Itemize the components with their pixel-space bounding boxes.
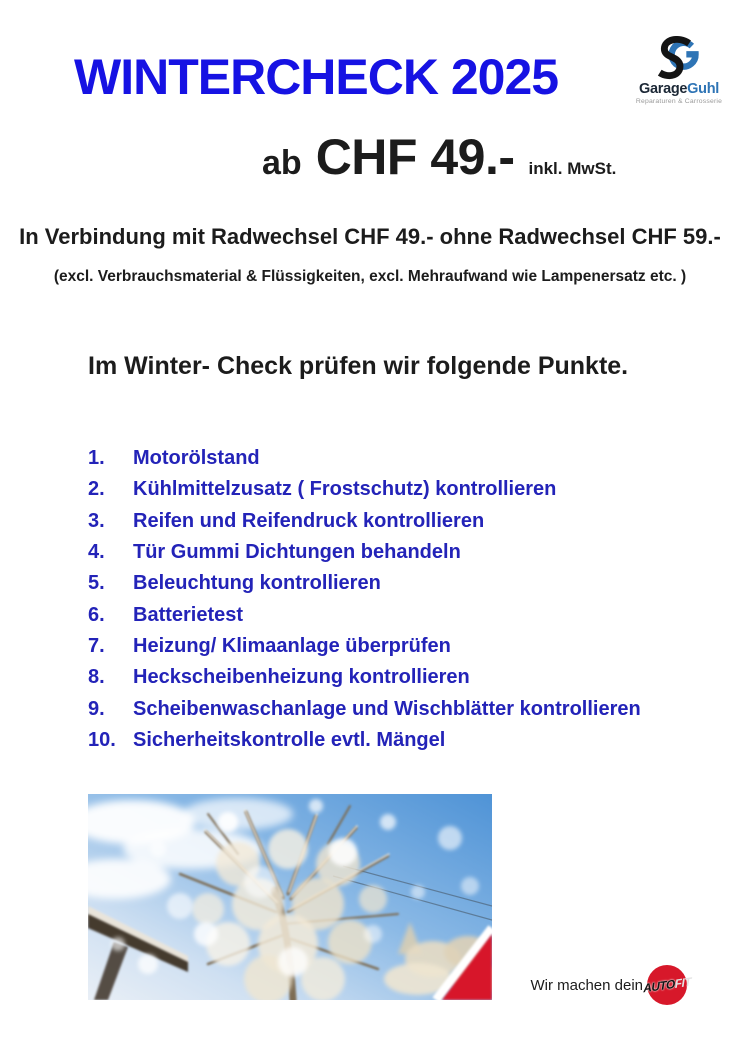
item-text: Heckscheibenheizung kontrollieren — [133, 666, 470, 689]
autofit-logo — [642, 965, 692, 1005]
item-text: Sicherheitskontrolle evtl. Mängel — [133, 728, 446, 751]
garage-guhl-logo-icon — [652, 36, 706, 80]
checklist-item — [88, 725, 688, 756]
price-prefix: ab — [262, 144, 302, 182]
item-number: 3. — [88, 509, 105, 532]
item-text: Reifen und Reifendruck kontrollieren — [133, 509, 485, 532]
item-number: 8. — [88, 666, 105, 689]
item-text: Batterietest — [133, 603, 244, 626]
item-text: Scheibenwaschanlage und Wischblätter kontrollieren — [133, 697, 641, 720]
winter-photo — [88, 794, 492, 1000]
checklist — [88, 443, 688, 756]
logo-name-guhl: Guhl — [687, 81, 719, 97]
item-text: Tür Gummi Dichtungen behandeln — [133, 541, 461, 564]
checklist-item — [88, 693, 688, 724]
item-number: 2. — [88, 478, 105, 501]
price-vat-note: inkl. MwSt. — [528, 159, 617, 178]
item-number: 4. — [88, 541, 105, 564]
item-number: 9. — [88, 697, 105, 720]
condition-line-2: (excl. Verbrauchsmaterial & Flüssigkeiten, excl. Mehraufwand wie Lampenersatz etc. ) — [53, 268, 687, 285]
garage-guhl-wordmark — [630, 81, 728, 97]
garage-guhl-logo — [630, 36, 728, 105]
checklist-item — [88, 599, 688, 630]
autofit-logo-text — [643, 975, 691, 996]
condition-line-1: In Verbindung mit Radwechsel CHF 49.- ohne Radwechsel CHF 59.- — [19, 224, 721, 249]
price-amount: CHF 49.- — [315, 129, 515, 185]
tagline-text: Wir machen dein — [530, 976, 643, 994]
checklist-item — [88, 631, 688, 662]
item-number: 6. — [88, 603, 105, 626]
logo-subtitle: Reparaturen & Carrosserie — [635, 98, 723, 105]
autofit-fit: FIT — [674, 974, 692, 991]
price-line — [262, 128, 616, 186]
checklist-item — [88, 662, 688, 693]
item-number: 10. — [88, 728, 116, 751]
page-title: WINTERCHECK 2025 — [74, 49, 559, 105]
item-number: 1. — [88, 447, 105, 470]
item-text: Kühlmittelzusatz ( Frostschutz) kontrollieren — [133, 478, 557, 501]
checklist-item — [88, 474, 688, 505]
item-number: 7. — [88, 634, 105, 657]
footer-tagline — [530, 963, 692, 1007]
item-number: 5. — [88, 572, 105, 595]
item-text: Motorölstand — [133, 447, 260, 470]
logo-name-garage: Garage — [639, 81, 688, 97]
checklist-item — [88, 568, 688, 599]
checklist-item — [88, 537, 688, 568]
item-text: Heizung/ Klimaanlage überprüfen — [133, 634, 451, 657]
checklist-heading: Im Winter- Check prüfen wir folgende Punkte. — [88, 352, 629, 380]
checklist-item — [88, 443, 688, 474]
checklist-item — [88, 506, 688, 537]
autofit-auto: AUTO — [642, 976, 675, 996]
item-text: Beleuchtung kontrollieren — [133, 572, 381, 595]
